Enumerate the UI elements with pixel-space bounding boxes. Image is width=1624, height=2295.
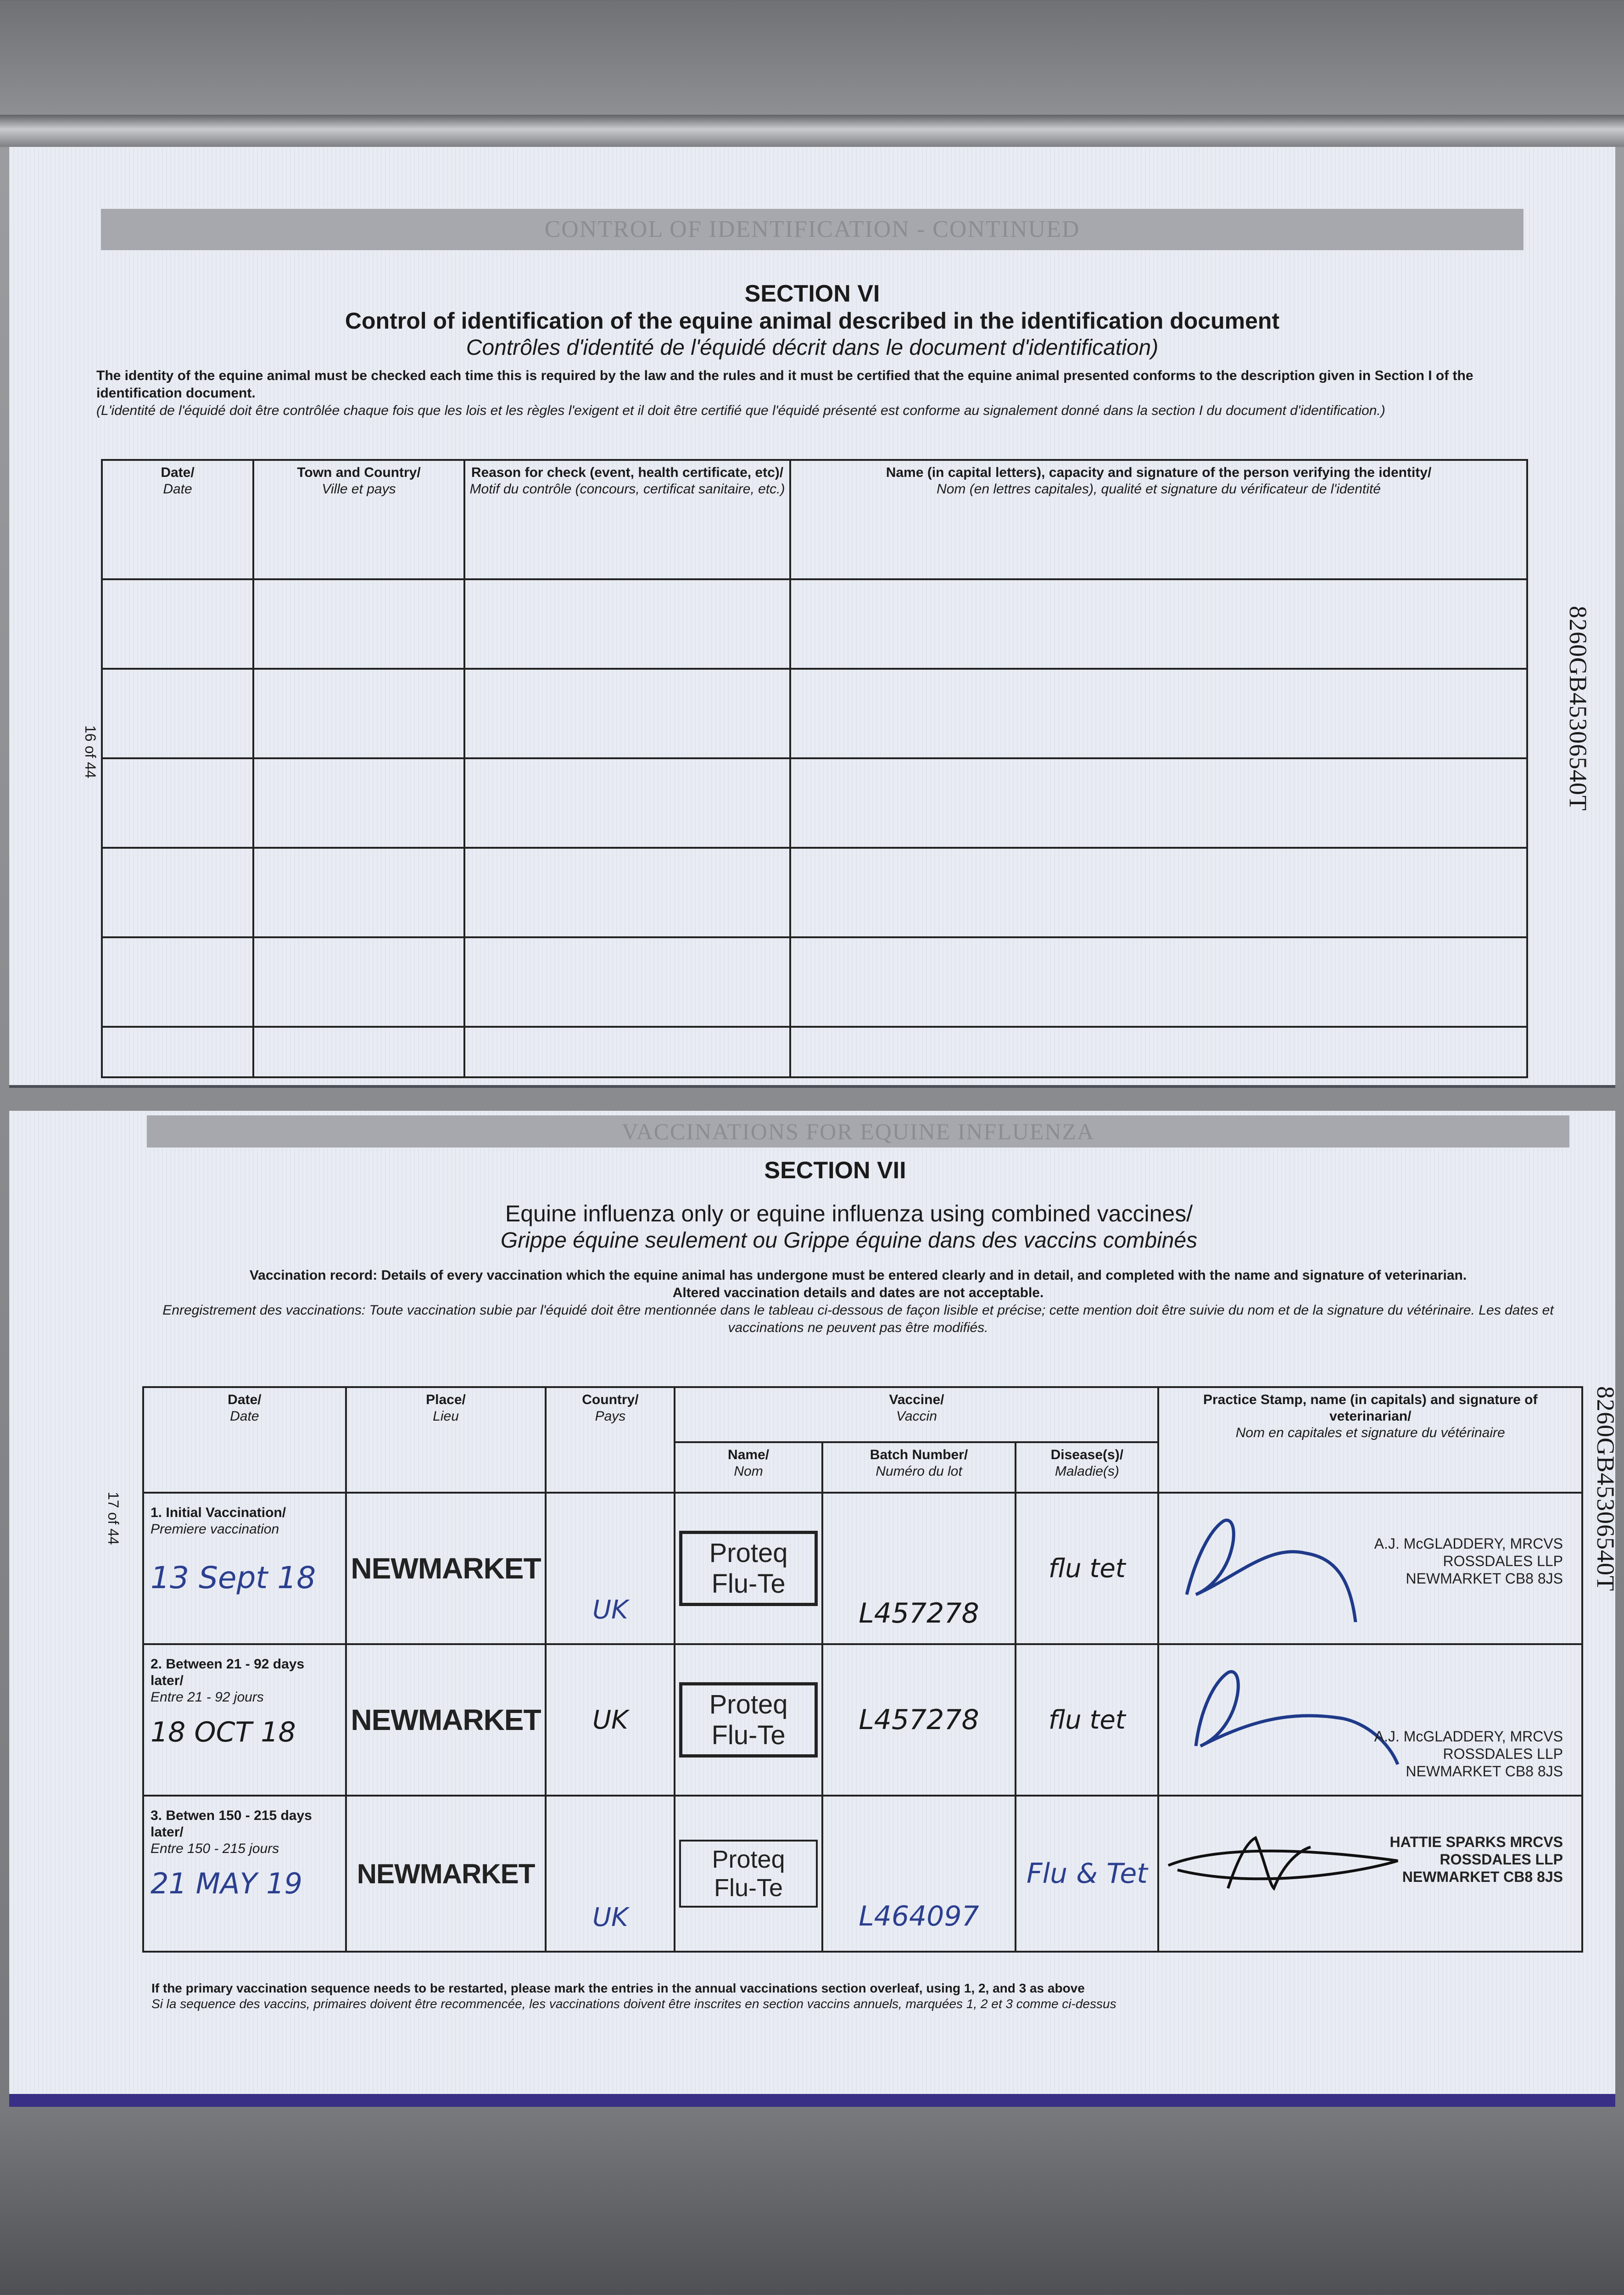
document-id: 8260GB45306540T [1564,606,1592,811]
intro-en-1: Vaccination record: Details of every vaccination which the equine animal has undergone must be entered clearly and in detail, and completed with the name and signature of veterinarian. [249,1268,1467,1283]
row-label-fr: Premiere vaccination [151,1522,279,1537]
date-handwritten: 21 MAY 19 [151,1867,302,1900]
batch-handwritten: L457278 [859,1704,979,1736]
row-label-en: 2. Between 21 - 92 days later/ [151,1657,305,1688]
section-subtitle-fr: Grippe équine seulement ou Grippe équine dans des vaccins combinés [500,1228,1198,1253]
vet-practice: ROSSDALES LLP [1443,1553,1563,1569]
batch-handwritten: L464097 [859,1900,979,1932]
row-label-en: 1. Initial Vaccination/ [151,1505,286,1520]
page-number: 16 of 44 [82,725,99,778]
country-handwritten: UK [592,1903,628,1932]
col-vaccine: Vaccine/ Vaccin [675,1387,1158,1442]
vet-name: A.J. McGLADDERY, MRCVS [1374,1728,1563,1745]
vet-name: A.J. McGLADDERY, MRCVS [1374,1535,1563,1552]
passport-page-16 [9,147,1615,1088]
col-date: Date/ Date [102,460,253,579]
col-town-country: Town and Country/ Ville et pays [253,460,464,579]
intro-fr: Enregistrement des vaccinations: Toute vaccination subie par l'équidé doit être mentionnée dans le tableau ci-dessous de façon lisible et précise; cette mention doit être suivie du nom et de la signature du vétérinaire. Les dates et vaccinations ne peuvent pas être modifiés. [162,1303,1554,1335]
table-row [102,1027,1527,1077]
col-place: Place/ Lieu [346,1387,546,1493]
col-practice-stamp: Practice Stamp, name (in capitals) and signature of veterinarian/ Nom en capitales et signature du vétérinaire [1158,1387,1582,1493]
vaccine-stamp: Proteq Flu-Te [679,1682,817,1758]
intro-en: The identity of the equine animal must be checked each time this is required by the law and the rules and it must be certified that the equine animal presented conforms to the description given in Section I of the identification document. [96,368,1473,401]
vet-practice: ROSSDALES LLP [1440,1851,1563,1868]
section-intro [96,367,1496,420]
col-vaccine-name: Name/ Nom [675,1442,822,1493]
col-verifier: Name (in capital letters), capacity and signature of the person verifying the identity/ Nom (en lettres capitales), qualité et signature du vérificateur de l'identité [790,460,1527,579]
section-title: SECTION VI [744,280,880,307]
row-label-fr: Entre 150 - 215 jours [151,1841,279,1856]
place-stamp: NEWMARKET [351,1703,541,1736]
vaccine-stamp: Proteq Flu-Te [679,1531,817,1606]
section-intro [147,1267,1569,1337]
vet-name: HATTIE SPARKS MRCVS [1390,1834,1563,1850]
col-diseases: Disease(s)/ Maladie(s) [1016,1442,1158,1493]
country-handwritten: UK [592,1705,628,1735]
date-handwritten: 18 OCT 18 [151,1716,296,1748]
vaccination-row-3 [143,1796,1582,1952]
intro-fr: (L'identité de l'équidé doit être contrôlée chaque fois que les lois et les règles l'exigent et il doit être certifié que l'équidé présenté est conforme au signalement donné dans la section I du document d'identification.) [96,403,1385,418]
batch-handwritten: L457278 [859,1597,979,1629]
disease-handwritten: flu tet [1048,1705,1126,1735]
section-subtitle-en: Equine influenza only or equine influenza using combined vaccines/ [505,1201,1193,1226]
col-batch-number: Batch Number/ Numéro du lot [822,1442,1016,1493]
footnote-en: If the primary vaccination sequence needs to be restarted, please mark the entries in the annual vaccinations section overleaf, using 1, 2, and 3 as above [151,1981,1085,1995]
row-label-fr: Entre 21 - 92 jours [151,1690,264,1705]
disease-handwritten: flu tet [1048,1553,1126,1584]
col-date: Date/ Date [143,1387,346,1493]
document-id: 8260GB45306540T [1592,1386,1619,1591]
vet-practice: ROSSDALES LLP [1443,1746,1563,1762]
disease-handwritten: Flu & Tet [1026,1858,1148,1890]
plastic-sleeve-edge [0,115,1624,147]
vaccine-stamp: Proteq Flu-Te [679,1840,817,1908]
intro-en-2: Altered vaccination details and dates are not acceptable. [672,1285,1044,1300]
footnote [151,1981,1574,2012]
row-label-en: 3. Betwen 150 - 215 days later/ [151,1808,312,1840]
page-number: 17 of 44 [105,1492,122,1545]
vaccination-row-1 [143,1493,1582,1644]
footnote-fr: Si la sequence des vaccins, primaires doivent être recommencée, les vaccinations doivent être inscrites en section vaccins annuels, marquées 1, 2 et 3 comme ci-dessus [151,1997,1116,2011]
date-handwritten: 13 Sept 18 [151,1560,316,1595]
vet-signature [1168,1654,1407,1774]
table-row [102,848,1527,937]
section-subtitle-fr: Contrôles d'identité de l'équidé décrit dans le document d'identification) [466,336,1159,360]
vaccination-table [142,1386,1583,1953]
vet-address: NEWMARKET CB8 8JS [1406,1570,1563,1587]
section-title: SECTION VII [764,1157,906,1184]
identity-check-table [101,459,1528,1078]
col-country: Country/ Pays [546,1387,675,1493]
country-handwritten: UK [592,1595,628,1625]
place-stamp: NEWMARKET [351,1552,541,1585]
table-row [102,669,1527,758]
vet-signature [1159,1819,1416,1911]
table-row [102,758,1527,848]
table-row [102,579,1527,669]
header-bar: VACCINATIONS FOR EQUINE INFLUENZA [147,1115,1569,1148]
passport-page-17 [9,1111,1619,2107]
vet-address: NEWMARKET CB8 8JS [1406,1763,1563,1780]
place-stamp: NEWMARKET [357,1858,535,1889]
header-bar: CONTROL OF IDENTIFICATION - CONTINUED [101,209,1524,250]
vaccination-row-2 [143,1644,1582,1796]
vet-signature [1168,1503,1361,1622]
vet-address: NEWMARKET CB8 8JS [1402,1869,1563,1885]
table-row [102,937,1527,1027]
section-subtitle-en: Control of identification of the equine animal described in the identification document [345,308,1280,334]
col-reason: Reason for check (event, health certificate, etc)/ Motif du contrôle (concours, certificat sanitaire, etc.) [464,460,790,579]
